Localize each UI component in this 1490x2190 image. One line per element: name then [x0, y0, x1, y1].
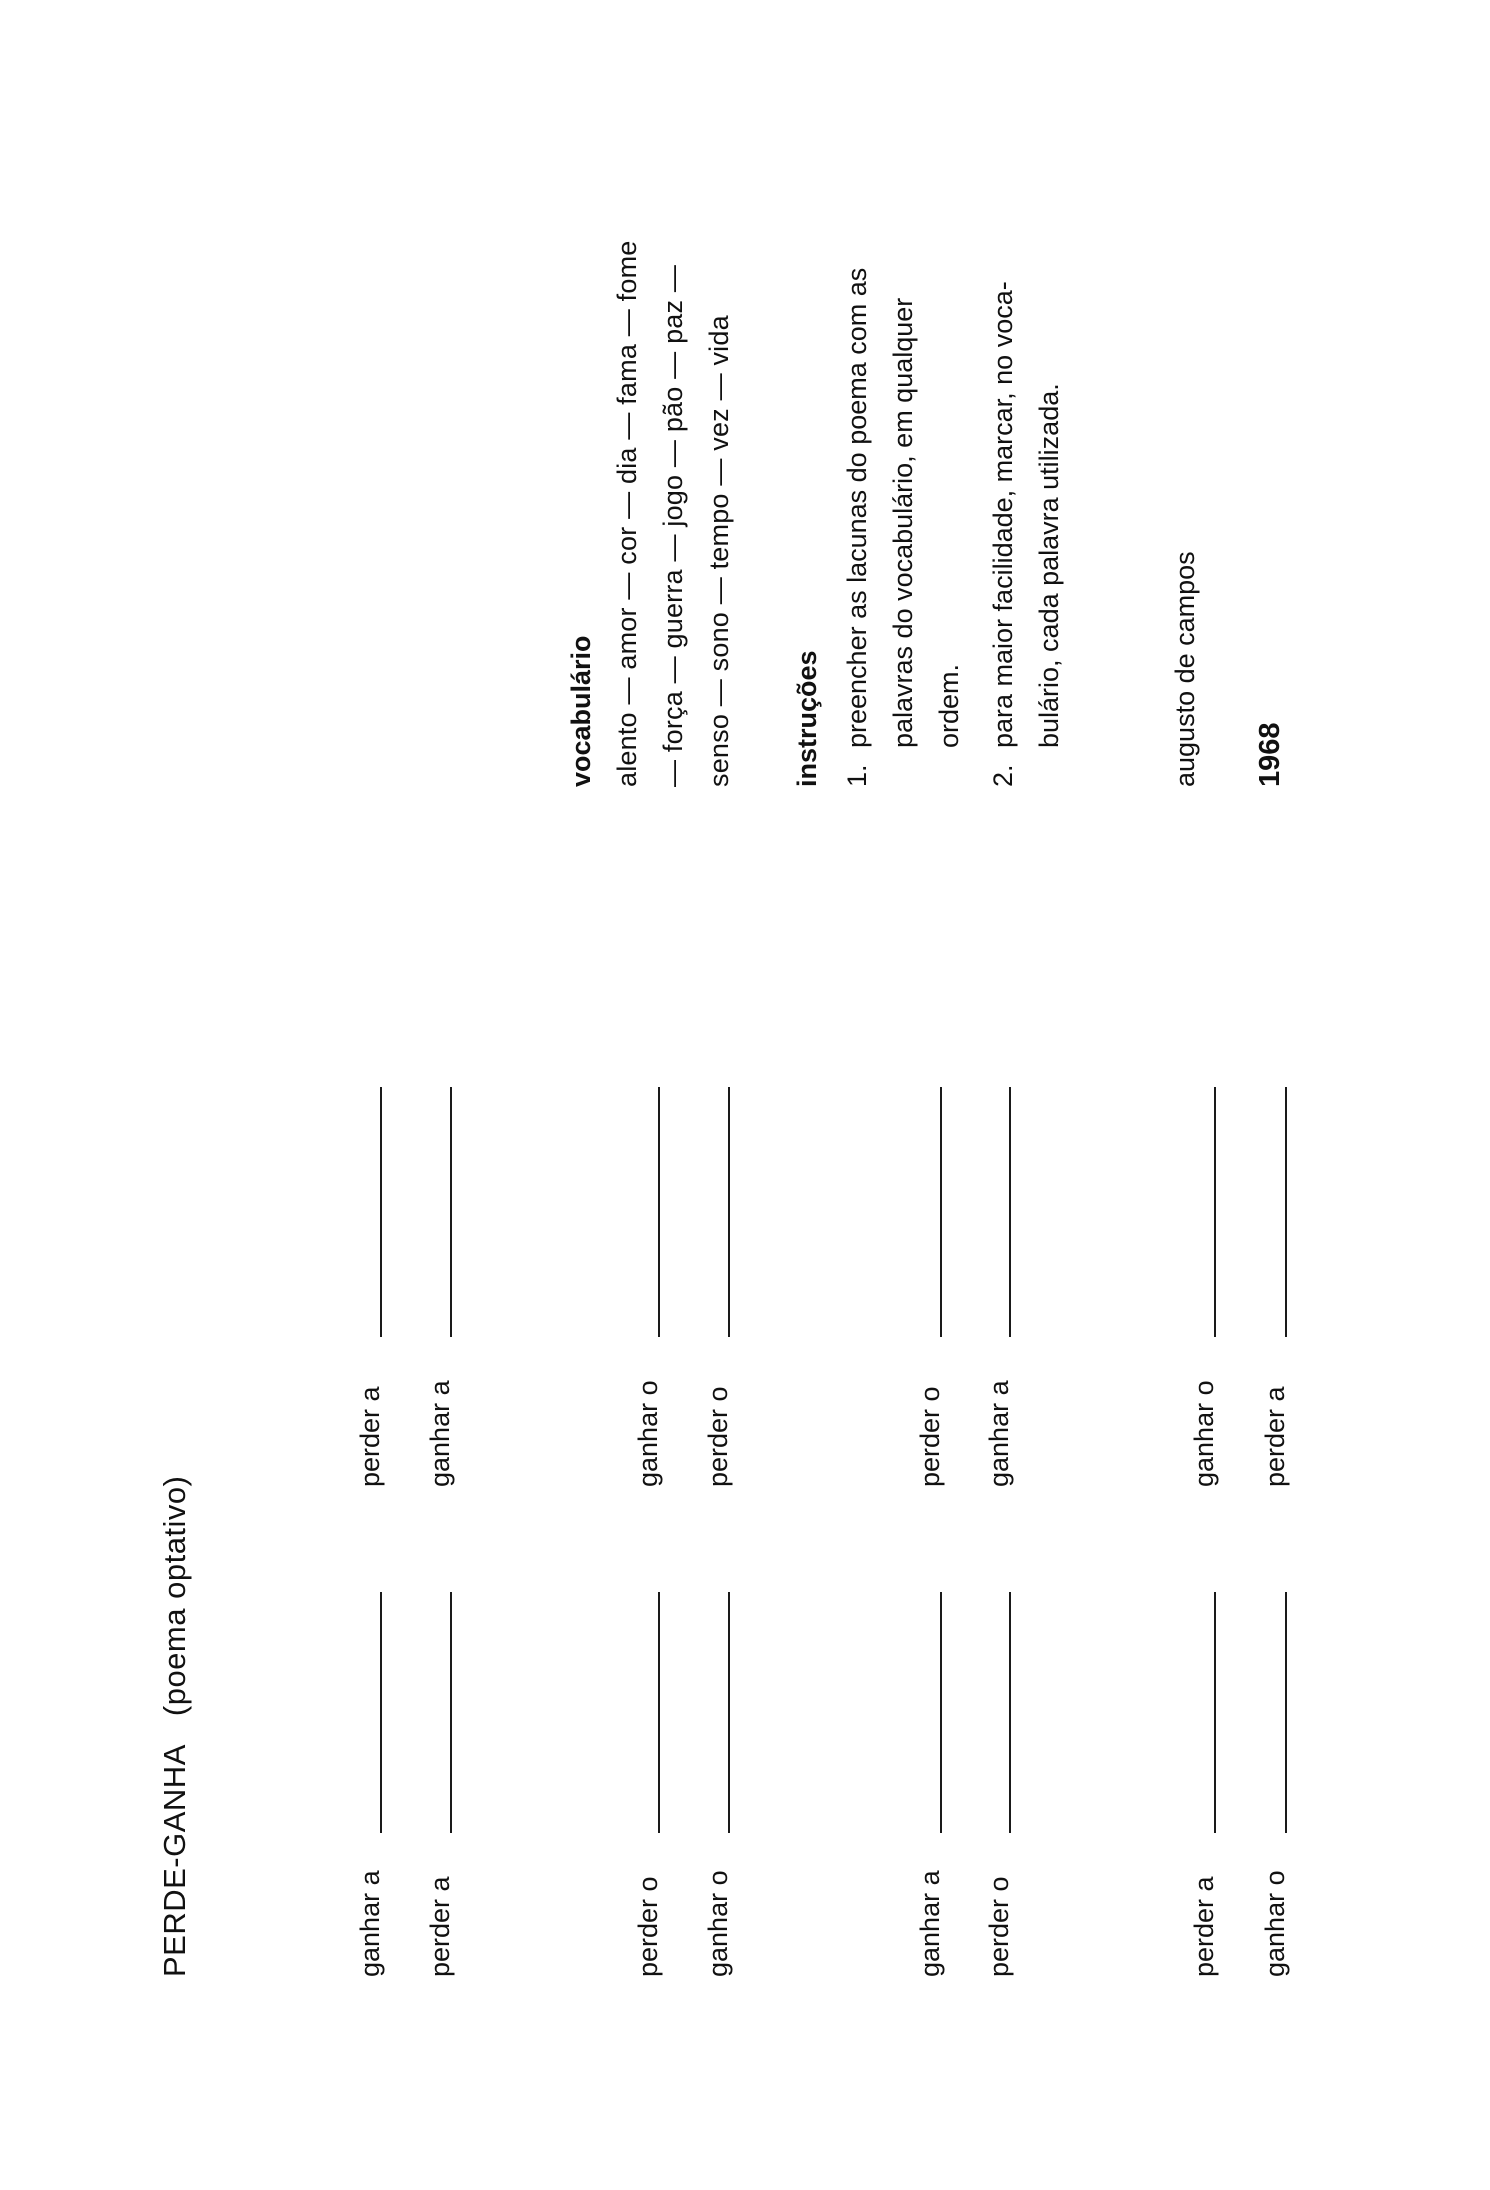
blank-line[interactable] [658, 1592, 660, 1833]
verse-label: ganhar a [984, 1380, 1014, 1487]
verse-label: ganhar o [1189, 1380, 1219, 1487]
blank-line[interactable] [1214, 1087, 1216, 1337]
vocabulary-line: — força — guerra — jogo — pão — paz — [658, 264, 688, 787]
vocabulary-line: senso — sono — tempo — vez — vida [704, 315, 734, 787]
instruction-line: bulário, cada palavra utilizada. [1034, 383, 1064, 748]
blank-line[interactable] [940, 1592, 942, 1833]
blank-line[interactable] [728, 1087, 730, 1337]
poem-title-main: PERDE-GANHA [157, 1744, 192, 1977]
instruction-number: 2. [988, 764, 1018, 787]
verse-label: ganhar a [425, 1380, 455, 1487]
verse-label: perder a [425, 1876, 455, 1977]
poem-subtitle: (poema optativo) [157, 1475, 192, 1717]
blank-line[interactable] [450, 1087, 452, 1337]
instruction-line: palavras do vocabulário, em qualquer [888, 297, 918, 748]
vocabulary-heading: vocabulário [566, 635, 596, 787]
verse-label: ganhar o [703, 1870, 733, 1977]
blank-line[interactable] [1285, 1592, 1287, 1833]
blank-line[interactable] [380, 1592, 382, 1833]
blank-line[interactable] [1285, 1087, 1287, 1337]
verse-label: ganhar o [633, 1380, 663, 1487]
verse-label: perder a [1260, 1386, 1290, 1487]
verse-label: perder a [1189, 1876, 1219, 1977]
verse-label: perder o [915, 1386, 945, 1487]
instruction-line: para maior facilidade, marcar, no voca- [988, 281, 1018, 748]
verse-label: ganhar o [1260, 1870, 1290, 1977]
verse-label: perder o [984, 1876, 1014, 1977]
author-name: augusto de campos [1170, 551, 1200, 787]
verse-label: ganhar a [915, 1870, 945, 1977]
poem-title [158, 1476, 192, 1978]
blank-line[interactable] [728, 1592, 730, 1833]
blank-line[interactable] [940, 1087, 942, 1337]
instruction-number: 1. [842, 764, 872, 787]
verse-label: ganhar a [355, 1870, 385, 1977]
instruction-line: preencher as lacunas do poema com as [842, 267, 872, 748]
publication-year: 1968 [1254, 722, 1286, 787]
blank-line[interactable] [1009, 1087, 1011, 1337]
blank-line[interactable] [1009, 1592, 1011, 1833]
instructions-heading: instruções [792, 650, 822, 787]
blank-line[interactable] [380, 1087, 382, 1337]
verse-label: perder a [355, 1386, 385, 1487]
blank-line[interactable] [450, 1592, 452, 1833]
verse-label: perder o [703, 1386, 733, 1487]
verse-label: perder o [633, 1876, 663, 1977]
blank-line[interactable] [658, 1087, 660, 1337]
blank-line[interactable] [1214, 1592, 1216, 1833]
instruction-line: ordem. [934, 663, 964, 748]
vocabulary-line: alento — amor — cor — dia — fama — fome [612, 240, 642, 787]
